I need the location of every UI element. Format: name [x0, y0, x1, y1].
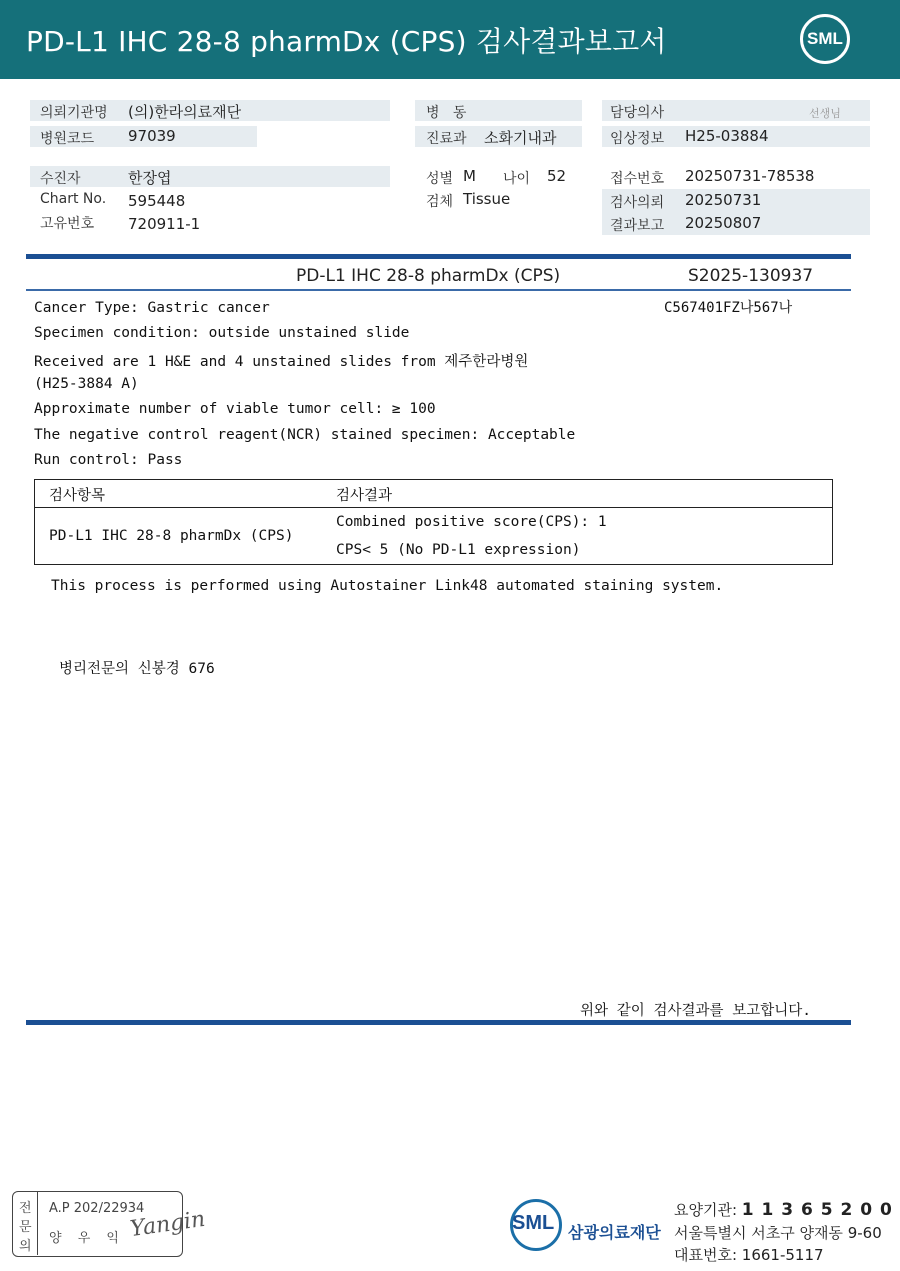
- hospital-code-value: 97039: [128, 127, 176, 145]
- report-id: S2025-130937: [688, 266, 814, 286]
- phone-line: [674, 1244, 824, 1265]
- table-header-result: 검사결과: [336, 488, 393, 504]
- sex-value: M: [463, 167, 476, 185]
- chart-value: 595448: [128, 192, 186, 210]
- handwritten-signature: Yangin: [128, 1206, 207, 1243]
- report-date-label: 결과보고: [610, 218, 665, 234]
- stamp-ap-number: A.P 202/22934: [49, 1201, 145, 1216]
- stamp-char: 의: [19, 1239, 32, 1254]
- request-label: 검사의뢰: [610, 195, 665, 211]
- report-line: Run control: Pass: [34, 452, 183, 468]
- patient-label: 수진자: [40, 171, 81, 187]
- report-line: Specimen condition: outside unstained slide: [34, 325, 410, 341]
- page-title: PD-L1 IHC 28-8 pharmDx (CPS) 검사결과보고서: [26, 25, 667, 58]
- table-header-item: 검사항목: [49, 488, 106, 504]
- stamp-char: 전: [19, 1201, 32, 1216]
- stamp-column: [13, 1192, 38, 1255]
- receipt-value: 20250731-78538: [685, 167, 815, 185]
- patient-row: [30, 166, 390, 187]
- institution-value: (의)한라의료재단: [128, 103, 242, 121]
- age-label: 나이: [503, 171, 531, 187]
- report-line: (H25-3884 A): [34, 376, 139, 392]
- sml-logo-text: SML: [512, 1212, 555, 1234]
- phone-value: 1661-5117: [741, 1246, 824, 1264]
- id-label: 고유번호: [40, 216, 95, 232]
- sub-code: C567401FZ나567나: [664, 300, 793, 316]
- request-value: 20250731: [685, 191, 762, 209]
- bottom-rule: [26, 1020, 851, 1025]
- heading-rule: [26, 289, 851, 291]
- table-header-divider: [35, 507, 832, 508]
- care-code-line: [674, 1199, 893, 1220]
- department-label: 진료과: [426, 131, 467, 147]
- sml-logo-icon: SML: [800, 14, 850, 64]
- foundation-name: 삼광의료재단: [568, 1223, 661, 1242]
- clinical-label: 임상정보: [610, 131, 665, 147]
- stamp-char: 문: [19, 1220, 32, 1235]
- hospital-code-label: 병원코드: [40, 131, 95, 147]
- receipt-label: 접수번호: [610, 171, 665, 187]
- report-line: The negative control reagent(NCR) stained specimen: Acceptable: [34, 427, 576, 443]
- id-value: 720911-1: [128, 215, 201, 233]
- result-table: [34, 479, 833, 565]
- institution-label: 의뢰기관명: [40, 105, 108, 121]
- doctor-suffix: 선생님: [809, 107, 841, 120]
- report-line: Received are 1 H&E and 4 unstained slides from 제주한라병원: [34, 354, 529, 370]
- report-line: Cancer Type: Gastric cancer: [34, 300, 270, 316]
- report-date-value: 20250807: [685, 214, 762, 232]
- care-code-label: 요양기관:: [674, 1201, 738, 1219]
- table-cell-result: CPS< 5 (No PD-L1 expression): [336, 542, 581, 558]
- pathologist-signoff: 병리전문의 신봉경 676: [59, 661, 215, 677]
- ward-label: 병 동: [426, 105, 467, 121]
- table-cell-item: PD-L1 IHC 28-8 pharmDx (CPS): [49, 528, 294, 544]
- table-cell-result: Combined positive score(CPS): 1: [336, 514, 607, 530]
- doctor-label: 담당의사: [610, 105, 665, 121]
- address: 서울특별시 서초구 양재동 9-60: [674, 1224, 882, 1242]
- stamp-name: 양 우 익: [49, 1231, 125, 1246]
- care-code-value: 1 1 3 6 5 2 0 0: [741, 1200, 893, 1220]
- sex-label: 성별: [426, 171, 454, 187]
- chart-label: Chart No.: [40, 191, 107, 207]
- specimen-label: 검체: [426, 194, 454, 210]
- closing-statement: 위와 같이 검사결과를 보고합니다.: [580, 1003, 812, 1019]
- report-line: Approximate number of viable tumor cell: ≥ 100: [34, 401, 436, 417]
- department-value: 소화기내과: [484, 129, 557, 147]
- age-value: 52: [547, 167, 567, 185]
- clinical-value: H25-03884: [685, 127, 769, 145]
- process-note: This process is performed using Autostainer Link48 automated staining system.: [51, 578, 724, 594]
- phone-label: 대표번호:: [674, 1246, 738, 1264]
- patient-value: 한장엽: [128, 169, 172, 187]
- report-heading: PD-L1 IHC 28-8 pharmDx (CPS): [296, 266, 561, 286]
- specimen-value: Tissue: [463, 190, 511, 208]
- top-rule: [26, 254, 851, 259]
